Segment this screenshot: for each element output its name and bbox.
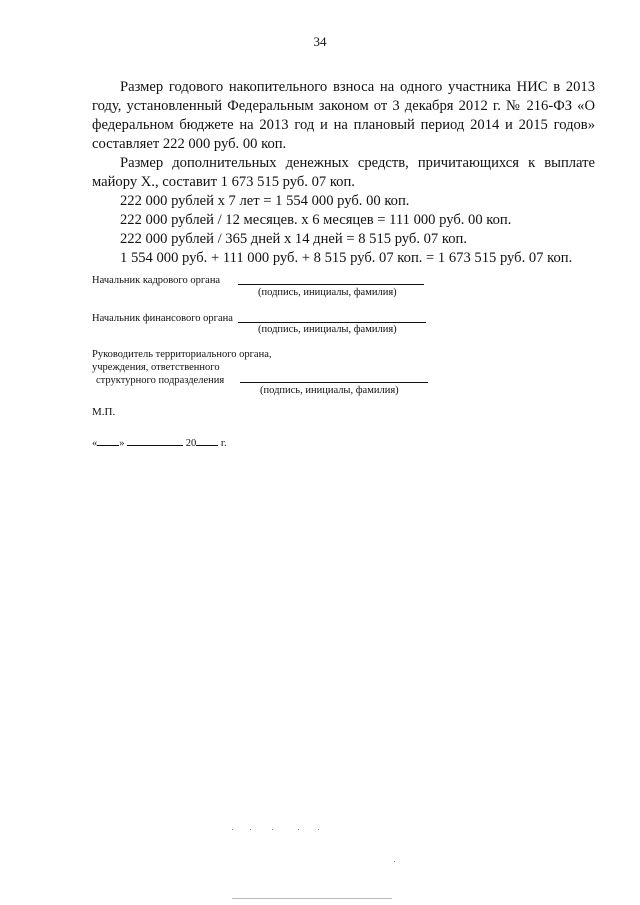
paragraph-additional-funds: Размер дополнительных денежных средств, причитающихся к выплате майору Х., составит 1 673 515 руб. 07 коп. xyxy=(92,155,595,190)
month-blank xyxy=(127,435,183,446)
finance-signature-caption: (подпись, инициалы, фамилия) xyxy=(258,324,397,335)
scan-speck xyxy=(298,829,299,830)
hr-signature-block xyxy=(92,274,220,287)
scan-speck xyxy=(272,829,273,830)
year-blank xyxy=(196,435,218,446)
territorial-signature-caption: (подпись, инициалы, фамилия) xyxy=(260,385,399,396)
calculation-line: 222 000 рублей / 365 дней х 14 дней = 8 515 руб. 07 коп. xyxy=(120,231,467,247)
date-line xyxy=(92,435,227,449)
page-number: 34 xyxy=(313,34,327,49)
calculation-line: 222 000 рублей / 12 месяцев. х 6 месяцев = 111 000 руб. 00 коп. xyxy=(120,212,512,228)
paragraph-contribution-size: Размер годового накопительного взноса на одного участника НИС в 2013 году, установленный Федеральным законом от 3 декабря 2012 г. № 216-ФЗ «О федеральном бюджете на 2013 год и на плановый период 2014 и 2015 годов» составляет 222 000 руб. 00 коп. xyxy=(92,79,595,152)
scan-edge-mark xyxy=(232,898,392,899)
scan-speck xyxy=(394,861,395,862)
territorial-signature-label-line-1: Руководитель территориального органа, xyxy=(92,349,272,360)
day-blank xyxy=(97,435,119,446)
scan-speck xyxy=(250,829,251,830)
hr-signature-caption: (подпись, инициалы, фамилия) xyxy=(258,287,397,298)
finance-signature-block xyxy=(92,312,233,325)
territorial-signature-label-line-2: учреждения, ответственного xyxy=(92,362,220,373)
calculation-line: 1 554 000 руб. + 111 000 руб. + 8 515 руб. 07 коп. = 1 673 515 руб. 07 коп. xyxy=(120,250,573,266)
date-close-quote: » xyxy=(119,438,125,449)
finance-signature-label: Начальник финансового органа xyxy=(92,313,233,324)
territorial-signature-label-line-3: структурного подразделения xyxy=(96,375,225,386)
stamp-placeholder: М.П. xyxy=(92,406,116,418)
scan-speck xyxy=(318,829,319,830)
finance-signature-line xyxy=(238,322,426,323)
hr-signature-label: Начальник кадрового органа xyxy=(92,275,221,286)
year-suffix: г. xyxy=(220,438,227,449)
hr-signature-line xyxy=(238,284,424,285)
year-prefix: 20 xyxy=(185,438,197,449)
document-body xyxy=(92,78,595,268)
date-open-quote: « xyxy=(92,438,98,449)
territorial-signature-line xyxy=(240,382,428,383)
scan-speck xyxy=(232,829,233,830)
calculation-line: 222 000 рублей х 7 лет = 1 554 000 руб. 00 коп. xyxy=(120,193,410,209)
